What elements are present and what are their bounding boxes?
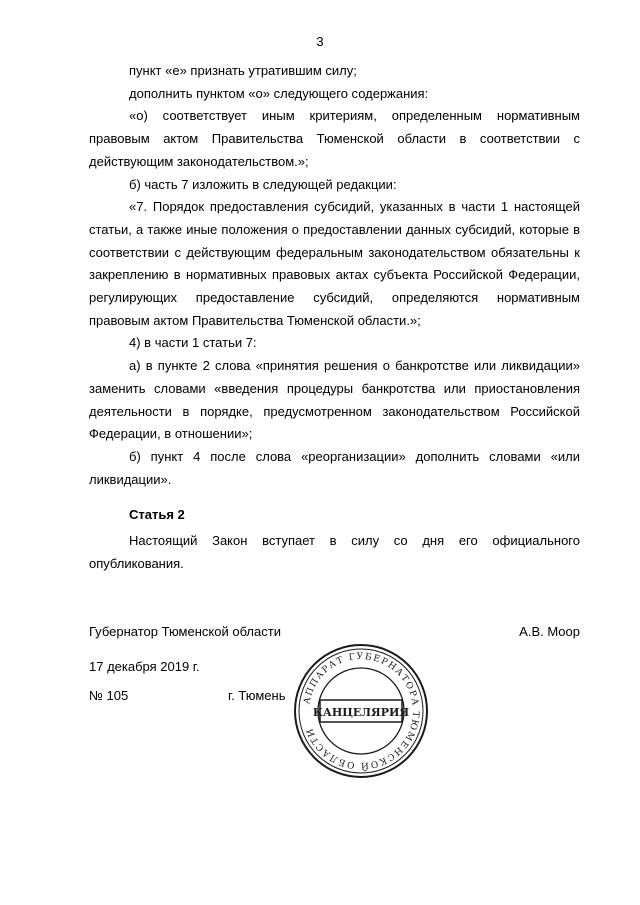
- document-body: [89, 60, 580, 491]
- article-heading: Статья 2: [129, 507, 185, 522]
- paragraph: пункт «е» признать утратившим силу;: [129, 63, 357, 78]
- article-text: Настоящий Закон вступает в силу со дня его официального опубликования.: [89, 533, 580, 571]
- stamp-center-text: КАНЦЕЛЯРИЯ: [312, 706, 410, 719]
- paragraph: б) пункт 4 после слова «реорганизации» дополнить словами «или ликвидации».: [89, 448, 580, 487]
- official-stamp: [290, 640, 432, 782]
- law-number: № 105: [89, 688, 129, 703]
- signer-name: А.В. Моор: [519, 624, 580, 639]
- paragraph: «о) соответствует иным критериям, определенным нормативным правовым актом Правительства Тюменской области в соответствии с действующим законодательством.»;: [89, 108, 580, 169]
- paragraph: 4) в части 1 статьи 7:: [129, 335, 257, 351]
- signer-title: Губернатор Тюменской области: [89, 624, 281, 639]
- paragraph: дополнить пунктом «о» следующего содержания:: [129, 85, 429, 101]
- page-number: 3: [316, 34, 324, 49]
- law-place: г. Тюмень: [228, 688, 286, 703]
- paragraph: «7. Порядок предоставления субсидий, указанных в части 1 настоящей статьи, а также иные положения о предоставлении данных субсидий, которые в соответствии с действующим федеральным законодательством обязательны к закреплению в нормативных правовых актах субъекта Российской Федерации, регулирующих предоставление субсидий, определяются нормативным правовым актом Правительства Тюменской области.»;: [89, 199, 580, 328]
- paragraph: б) часть 7 изложить в следующей редакции:: [129, 176, 397, 192]
- stamp-seal-icon: [290, 640, 432, 782]
- law-date: 17 декабря 2019 г.: [89, 659, 200, 674]
- paragraph: а) в пункте 2 слова «принятия решения о банкротстве или ликвидации» заменить словами «введения процедуры банкротства или приостановления деятельности в порядке, предусмотренном законодательством Российской Федерации, в отношении»;: [89, 358, 580, 442]
- stamp-ring-text: АППАРАТ ГУБЕРНАТОРА ТЮМЕНСКОЙ ОБЛАСТИ: [302, 651, 421, 771]
